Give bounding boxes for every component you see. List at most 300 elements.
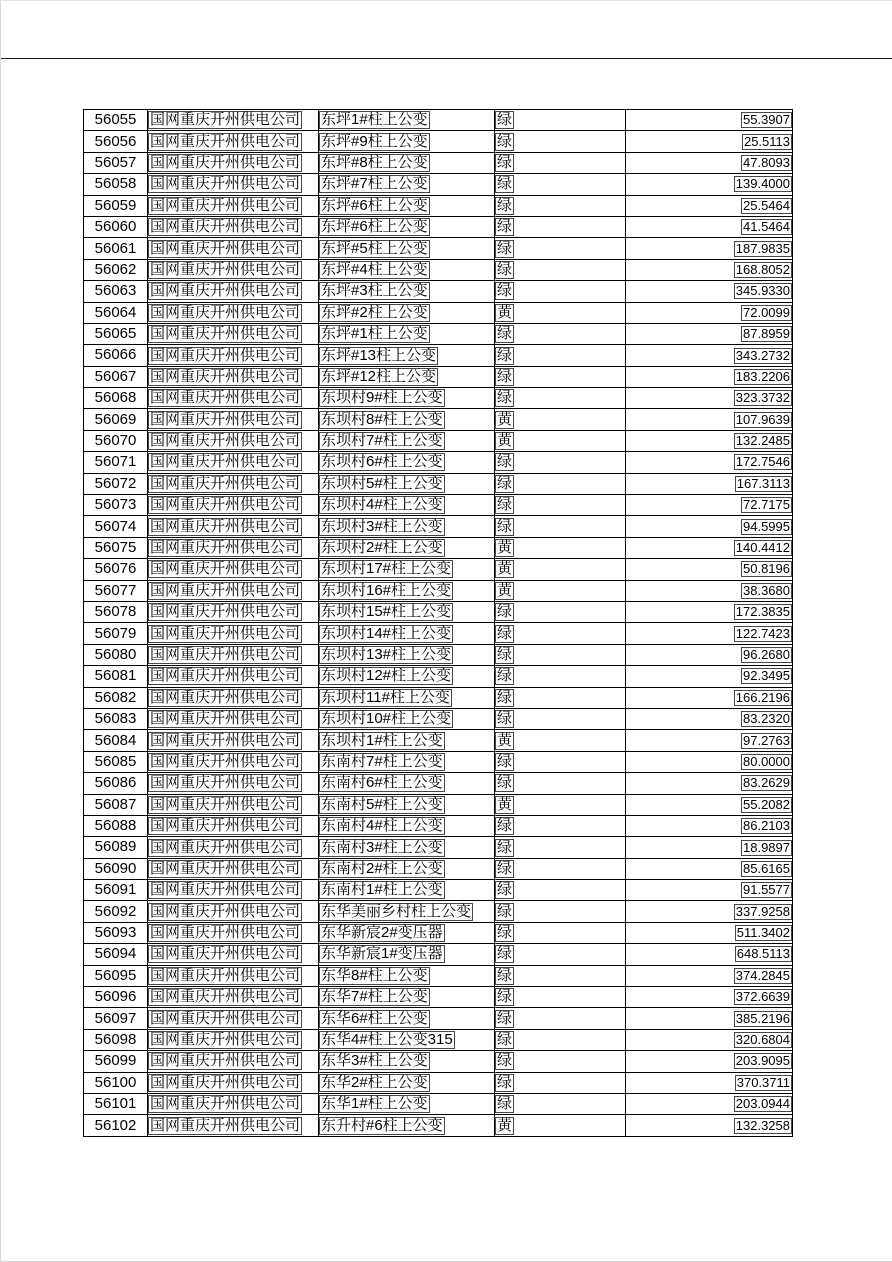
cell-value (626, 730, 793, 751)
cell-status (495, 601, 626, 622)
cell-status (495, 259, 626, 280)
cell-device-name (319, 623, 495, 644)
cell-record-id (84, 623, 148, 644)
record-id-text: 56090 (94, 859, 137, 877)
cell-value (626, 409, 793, 430)
record-id-text: 56086 (94, 774, 137, 792)
cell-record-id (84, 794, 148, 815)
status-color-box: 黄 (497, 731, 513, 749)
cell-device-name (319, 216, 495, 237)
cell-value (626, 1029, 793, 1050)
value-box: 96.2680 (743, 646, 790, 662)
cell-company (148, 1093, 319, 1114)
cell-status (495, 409, 626, 430)
cell-record-id (84, 1115, 148, 1136)
cell-value (626, 559, 793, 580)
cell-value (626, 815, 793, 836)
record-id-text: 56072 (94, 474, 137, 492)
cell-status (495, 452, 626, 473)
value-box: 132.3258 (735, 1117, 790, 1133)
value-box: 38.3680 (743, 582, 790, 598)
cell-status (495, 708, 626, 729)
cell-record-id (84, 965, 148, 986)
cell-record-id (84, 1093, 148, 1114)
value-box: 83.2629 (743, 775, 790, 791)
cell-company (148, 473, 319, 494)
cell-record-id (84, 708, 148, 729)
record-id-text: 56065 (94, 325, 137, 343)
company-name-box: 国网重庆开州供电公司 (150, 838, 301, 856)
record-id-text: 56099 (94, 1052, 137, 1070)
cell-device-name (319, 644, 495, 665)
device-name-box: 东坝村14#柱上公变 (321, 624, 452, 642)
cell-company (148, 944, 319, 965)
device-name-box: 东坝村8#柱上公变 (321, 410, 443, 428)
cell-record-id (84, 751, 148, 772)
cell-company (148, 559, 319, 580)
device-name-box: 东坪#2柱上公变 (321, 303, 428, 321)
device-name-box: 东坝村12#柱上公变 (321, 667, 452, 685)
table-row (84, 687, 793, 708)
cell-status (495, 815, 626, 836)
cell-company (148, 195, 319, 216)
cell-record-id (84, 409, 148, 430)
cell-value (626, 944, 793, 965)
record-id-text: 56091 (94, 881, 137, 899)
company-name-box: 国网重庆开州供电公司 (150, 688, 301, 706)
cell-company (148, 901, 319, 922)
cell-company (148, 430, 319, 451)
cell-status (495, 174, 626, 195)
company-name-box: 国网重庆开州供电公司 (150, 303, 301, 321)
record-id-text: 56082 (94, 688, 137, 706)
status-color-box: 绿 (497, 1095, 513, 1113)
company-name-box: 国网重庆开州供电公司 (150, 539, 301, 557)
cell-company (148, 1029, 319, 1050)
cell-device-name (319, 901, 495, 922)
cell-value (626, 687, 793, 708)
value-box: 511.3402 (736, 925, 790, 941)
table-row (84, 559, 793, 580)
device-name-box: 东南村2#柱上公变 (321, 859, 443, 877)
cell-status (495, 944, 626, 965)
company-name-box: 国网重庆开州供电公司 (150, 453, 301, 471)
cell-company (148, 537, 319, 558)
cell-status (495, 238, 626, 259)
cell-value (626, 302, 793, 323)
cell-company (148, 516, 319, 537)
cell-value (626, 666, 793, 687)
device-name-box: 东坝村2#柱上公变 (321, 539, 443, 557)
value-box: 345.9330 (735, 283, 790, 299)
cell-status (495, 1093, 626, 1114)
cell-record-id (84, 1008, 148, 1029)
table-row (84, 388, 793, 409)
status-color-box: 黄 (497, 410, 513, 428)
value-box: 183.2206 (735, 368, 790, 384)
company-name-box: 国网重庆开州供电公司 (150, 752, 301, 770)
value-box: 374.2845 (735, 967, 790, 983)
device-name-box: 东坝村4#柱上公变 (321, 496, 443, 514)
record-id-text: 56089 (94, 838, 137, 856)
value-box: 72.0099 (743, 304, 790, 320)
record-id-text: 56070 (94, 432, 137, 450)
cell-device-name (319, 559, 495, 580)
status-color-box: 绿 (497, 196, 513, 214)
table-row (84, 345, 793, 366)
company-name-box: 国网重庆开州供电公司 (150, 774, 301, 792)
cell-company (148, 773, 319, 794)
cell-device-name (319, 409, 495, 430)
cell-record-id (84, 388, 148, 409)
value-box: 385.2196 (735, 1010, 790, 1026)
status-color-box: 绿 (497, 111, 513, 129)
cell-record-id (84, 366, 148, 387)
company-name-box: 国网重庆开州供电公司 (150, 603, 301, 621)
cell-value (626, 388, 793, 409)
device-name-box: 东坪#7柱上公变 (321, 175, 428, 193)
cell-record-id (84, 238, 148, 259)
cell-value (626, 965, 793, 986)
cell-company (148, 452, 319, 473)
record-id-text: 56060 (94, 218, 137, 236)
table-row (84, 644, 793, 665)
cell-value (626, 1072, 793, 1093)
cell-device-name (319, 238, 495, 259)
company-name-box: 国网重庆开州供电公司 (150, 624, 301, 642)
cell-device-name (319, 516, 495, 537)
record-id-text: 56092 (94, 902, 137, 920)
cell-device-name (319, 1008, 495, 1029)
table-row (84, 1093, 793, 1114)
cell-status (495, 1029, 626, 1050)
cell-status (495, 580, 626, 601)
status-color-box: 绿 (497, 154, 513, 171)
value-box: 648.5113 (736, 946, 790, 962)
table-row (84, 922, 793, 943)
device-name-box: 东坪#8柱上公变 (321, 154, 428, 171)
cell-device-name (319, 302, 495, 323)
cell-status (495, 858, 626, 879)
cell-status (495, 281, 626, 302)
cell-company (148, 1051, 319, 1072)
value-box: 139.4000 (735, 176, 790, 192)
cell-record-id (84, 944, 148, 965)
value-box: 72.7175 (743, 497, 790, 513)
status-color-box: 绿 (497, 881, 513, 899)
value-box: 25.5113 (743, 133, 790, 149)
company-name-box: 国网重庆开州供电公司 (150, 667, 301, 685)
cell-device-name (319, 110, 495, 131)
cell-status (495, 751, 626, 772)
cell-device-name (319, 580, 495, 601)
value-box: 18.9897 (743, 839, 790, 855)
cell-record-id (84, 452, 148, 473)
cell-device-name (319, 666, 495, 687)
device-name-box: 东坝村17#柱上公变 (321, 560, 452, 578)
cell-device-name (319, 815, 495, 836)
device-name-box: 东华7#柱上公变 (321, 988, 428, 1006)
status-color-box: 绿 (497, 282, 513, 300)
company-name-box: 国网重庆开州供电公司 (150, 517, 301, 535)
table-row (84, 110, 793, 131)
cell-record-id (84, 473, 148, 494)
cell-record-id (84, 1072, 148, 1093)
cell-device-name (319, 730, 495, 751)
cell-device-name (319, 388, 495, 409)
cell-status (495, 687, 626, 708)
device-name-box: 东坝村1#柱上公变 (321, 731, 443, 749)
device-name-box: 东华1#柱上公变 (321, 1095, 428, 1113)
device-name-box: 东坪#9柱上公变 (321, 132, 428, 150)
cell-status (495, 516, 626, 537)
device-name-box: 东华4#柱上公变315 (321, 1031, 453, 1049)
cell-value (626, 452, 793, 473)
table-row (84, 195, 793, 216)
status-color-box: 绿 (497, 346, 513, 364)
cell-device-name (319, 944, 495, 965)
value-box: 168.8052 (735, 261, 790, 277)
record-id-text: 56062 (94, 260, 137, 278)
cell-status (495, 1051, 626, 1072)
cell-status (495, 388, 626, 409)
company-name-box: 国网重庆开州供电公司 (150, 346, 301, 364)
cell-value (626, 495, 793, 516)
cell-device-name (319, 794, 495, 815)
value-box: 140.4412 (735, 540, 790, 556)
status-color-box: 绿 (497, 218, 513, 236)
cell-device-name (319, 987, 495, 1008)
cell-value (626, 366, 793, 387)
value-box: 47.8093 (743, 155, 790, 170)
record-id-text: 56077 (94, 581, 137, 599)
record-id-text: 56061 (94, 239, 137, 257)
company-name-box: 国网重庆开州供电公司 (150, 1095, 301, 1113)
table-row (84, 323, 793, 344)
record-id-text: 56101 (94, 1095, 137, 1113)
device-name-box: 东坝村11#柱上公变 (321, 688, 450, 706)
cell-record-id (84, 1029, 148, 1050)
record-id-text: 56084 (94, 731, 137, 749)
cell-record-id (84, 666, 148, 687)
record-id-text: 56088 (94, 817, 137, 835)
company-name-box: 国网重庆开州供电公司 (150, 218, 301, 236)
cell-value (626, 131, 793, 152)
device-name-box: 东坝村10#柱上公变 (321, 710, 452, 728)
device-name-box: 东南村1#柱上公变 (321, 881, 443, 899)
cell-device-name (319, 1093, 495, 1114)
cell-value (626, 110, 793, 131)
company-name-box: 国网重庆开州供电公司 (150, 881, 301, 899)
status-color-box: 绿 (497, 1009, 513, 1027)
table-row (84, 473, 793, 494)
value-box: 87.8959 (743, 326, 790, 342)
status-color-box: 黄 (497, 432, 513, 450)
table-row (84, 152, 793, 173)
table-row (84, 815, 793, 836)
cell-value (626, 901, 793, 922)
status-color-box: 绿 (497, 239, 513, 257)
status-color-box: 绿 (497, 325, 513, 343)
record-id-text: 56058 (94, 175, 137, 193)
device-name-box: 东华6#柱上公变 (321, 1009, 428, 1027)
company-name-box: 国网重庆开州供电公司 (150, 1116, 301, 1134)
status-color-box: 绿 (497, 260, 513, 278)
value-box: 91.5577 (743, 882, 790, 898)
company-name-box: 国网重庆开州供电公司 (150, 389, 301, 407)
status-color-box: 绿 (497, 367, 513, 385)
table-row (84, 751, 793, 772)
cell-value (626, 858, 793, 879)
cell-value (626, 537, 793, 558)
table-row (84, 131, 793, 152)
table-row (84, 666, 793, 687)
table-row (84, 901, 793, 922)
cell-company (148, 388, 319, 409)
status-color-box: 绿 (497, 517, 513, 535)
status-color-box: 黄 (497, 303, 513, 321)
value-box: 372.6639 (735, 989, 790, 1005)
table-row (84, 495, 793, 516)
value-box: 323.3732 (735, 390, 790, 406)
cell-device-name (319, 1029, 495, 1050)
cell-status (495, 559, 626, 580)
table-row (84, 281, 793, 302)
cell-record-id (84, 430, 148, 451)
cell-device-name (319, 323, 495, 344)
cell-company (148, 281, 319, 302)
value-box: 166.2196 (735, 689, 790, 705)
cell-record-id (84, 323, 148, 344)
cell-value (626, 1051, 793, 1072)
record-id-text: 56079 (94, 624, 137, 642)
status-color-box: 绿 (497, 902, 513, 920)
value-box: 25.5464 (743, 197, 790, 213)
cell-value (626, 837, 793, 858)
cell-status (495, 880, 626, 901)
device-name-box: 东华8#柱上公变 (321, 966, 428, 984)
status-color-box: 黄 (497, 795, 513, 813)
device-name-box: 东华3#柱上公变 (321, 1052, 428, 1070)
cell-value (626, 473, 793, 494)
table-row (84, 1072, 793, 1093)
cell-company (148, 987, 319, 1008)
table-row (84, 601, 793, 622)
company-name-box: 国网重庆开州供电公司 (150, 474, 301, 492)
cell-status (495, 366, 626, 387)
record-id-text: 56087 (94, 795, 137, 813)
device-name-box: 东坪#5柱上公变 (321, 239, 428, 257)
cell-company (148, 666, 319, 687)
status-color-box: 黄 (497, 560, 513, 578)
table-row (84, 516, 793, 537)
record-id-text: 56083 (94, 710, 137, 728)
company-name-box: 国网重庆开州供电公司 (150, 282, 301, 300)
top-divider-line (1, 58, 892, 59)
cell-device-name (319, 537, 495, 558)
record-id-text: 56059 (94, 196, 137, 214)
value-box: 167.3113 (736, 475, 790, 491)
table-row (84, 430, 793, 451)
status-color-box: 绿 (497, 838, 513, 856)
record-id-text: 56081 (94, 667, 137, 685)
value-box: 55.2082 (743, 796, 790, 812)
record-id-text: 56063 (94, 282, 137, 300)
value-box: 83.2320 (743, 711, 790, 727)
company-name-box: 国网重庆开州供电公司 (150, 175, 301, 193)
record-id-text: 56102 (94, 1116, 137, 1134)
cell-record-id (84, 644, 148, 665)
record-id-text: 56098 (94, 1030, 137, 1048)
company-name-box: 国网重庆开州供电公司 (150, 581, 301, 599)
company-name-box: 国网重庆开州供电公司 (150, 111, 301, 129)
cell-record-id (84, 195, 148, 216)
record-id-text: 56094 (94, 945, 137, 963)
cell-device-name (319, 708, 495, 729)
cell-company (148, 687, 319, 708)
table-body (84, 110, 793, 1137)
table-row (84, 238, 793, 259)
cell-status (495, 837, 626, 858)
cell-company (148, 965, 319, 986)
cell-company (148, 495, 319, 516)
status-color-box: 绿 (497, 1031, 513, 1049)
cell-value (626, 1093, 793, 1114)
value-box: 80.0000 (743, 753, 790, 769)
cell-device-name (319, 965, 495, 986)
status-color-box: 绿 (497, 945, 513, 963)
cell-device-name (319, 152, 495, 173)
record-id-text: 56085 (94, 752, 137, 770)
device-name-box: 东坝村6#柱上公变 (321, 453, 443, 471)
cell-company (148, 259, 319, 280)
company-name-box: 国网重庆开州供电公司 (150, 1073, 301, 1091)
table-row (84, 944, 793, 965)
company-name-box: 国网重庆开州供电公司 (150, 367, 301, 385)
cell-device-name (319, 473, 495, 494)
device-name-box: 东华新宸2#变压器 (321, 924, 443, 942)
cell-record-id (84, 174, 148, 195)
record-id-text: 56100 (94, 1073, 137, 1091)
cell-value (626, 751, 793, 772)
table-row (84, 965, 793, 986)
table-row (84, 366, 793, 387)
cell-device-name (319, 858, 495, 879)
table-row (84, 858, 793, 879)
device-name-box: 东南村6#柱上公变 (321, 774, 443, 792)
record-id-text: 56055 (94, 111, 137, 129)
cell-device-name (319, 1072, 495, 1093)
company-name-box: 国网重庆开州供电公司 (150, 154, 301, 171)
company-name-box: 国网重庆开州供电公司 (150, 966, 301, 984)
status-color-box: 绿 (497, 710, 513, 728)
cell-record-id (84, 901, 148, 922)
device-name-box: 东华新宸1#变压器 (321, 945, 443, 963)
device-name-box: 东坝村3#柱上公变 (321, 517, 443, 535)
status-color-box: 绿 (497, 1052, 513, 1070)
record-id-text: 56093 (94, 924, 137, 942)
device-name-box: 东坝村16#柱上公变 (321, 581, 452, 599)
value-box: 187.9835 (735, 240, 790, 256)
value-box: 370.3711 (736, 1074, 790, 1090)
cell-status (495, 430, 626, 451)
record-id-text: 56071 (94, 453, 137, 471)
status-color-box: 绿 (497, 645, 513, 663)
cell-company (148, 601, 319, 622)
status-color-box: 黄 (497, 1116, 513, 1134)
cell-value (626, 794, 793, 815)
record-id-text: 56073 (94, 496, 137, 514)
